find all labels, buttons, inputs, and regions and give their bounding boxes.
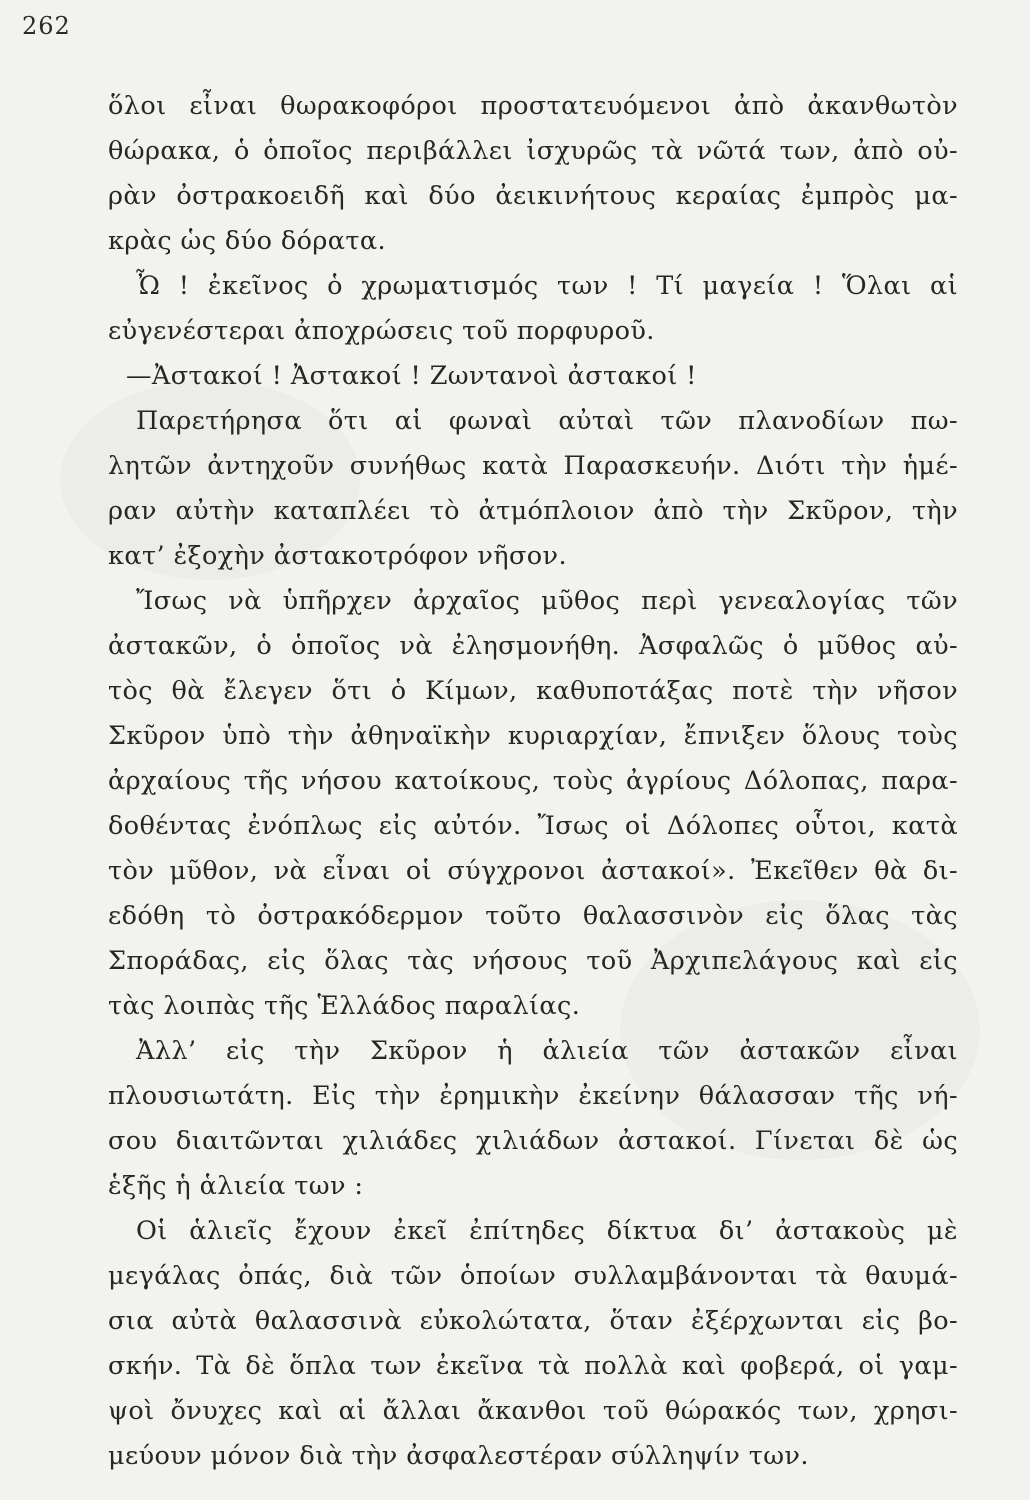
text-line: θώρακα, ὁ ὁποῖος περιβάλλει ἰσχυρῶς τὰ νῶτά των, ἀπὸ οὐ- — [108, 136, 958, 166]
text-line: σκήν. Τὰ δὲ ὅπλα των ἐκεῖνα τὰ πολλὰ καὶ φοβερά, οἱ γαμ- — [108, 1351, 958, 1381]
text-line: μεύουν μόνον διὰ τὴν ἀσφαλεστέραν σύλληψίν των. — [108, 1441, 809, 1471]
text-line: ραν αὐτὴν καταπλέει τὸ ἀτμόπλοιον ἀπὸ τὴν Σκῦρον, τὴν — [108, 496, 958, 526]
page-number: 262 — [22, 12, 71, 40]
text-line: Ἴσως νὰ ὑπῆρχεν ἀρχαῖος μῦθος περὶ γενεαλογίας τῶν — [136, 586, 958, 616]
text-line: σου διαιτῶνται χιλιάδες χιλιάδων ἀστακοί. Γίνεται δὲ ὡς — [108, 1126, 958, 1156]
text-line: δοθέντας ἐνόπλως εἰς αὐτόν. Ἴσως οἱ Δόλοπες οὗτοι, κατὰ — [108, 811, 958, 841]
text-line: κατ’ ἐξοχὴν ἀστακοτρόφον νῆσον. — [108, 541, 567, 571]
text-line: Ἀλλ’ εἰς τὴν Σκῦρον ἡ ἁλιεία τῶν ἀστακῶν εἶναι — [136, 1036, 958, 1066]
text-line: πλουσιωτάτη. Εἰς τὴν ἐρημικὴν ἐκείνην θάλασσαν τῆς νή- — [108, 1081, 958, 1111]
text-line: Σποράδας, εἰς ὅλας τὰς νήσους τοῦ Ἀρχιπελάγους καὶ εἰς — [108, 946, 958, 976]
text-line: Παρετήρησα ὅτι αἱ φωναὶ αὐταὶ τῶν πλανοδίων πω- — [136, 406, 958, 436]
text-line: Οἱ ἁλιεῖς ἔχουν ἐκεῖ ἐπίτηδες δίκτυα δι’ ἀστακοὺς μὲ — [136, 1216, 958, 1246]
text-line: κρὰς ὡς δύο δόρατα. — [108, 226, 386, 256]
text-line: τὰς λοιπὰς τῆς Ἑλλάδος παραλίας. — [108, 991, 581, 1021]
text-line: ψοὶ ὄνυχες καὶ αἱ ἄλλαι ἄκανθοι τοῦ θώρακός των, χρησι- — [108, 1396, 958, 1426]
text-line: μεγάλας ὀπάς, διὰ τῶν ὁποίων συλλαμβάνονται τὰ θαυμά- — [108, 1261, 958, 1291]
text-line: εδόθη τὸ ὀστρακόδερμον τοῦτο θαλασσινὸν εἰς ὅλας τὰς — [108, 901, 958, 931]
text-line: λητῶν ἀντηχοῦν συνήθως κατὰ Παρασκευήν. Διότι τὴν ἡμέ- — [108, 451, 958, 481]
text-line: εὐγενέστεραι ἀποχρώσεις τοῦ πορφυροῦ. — [108, 316, 655, 346]
text-line: ἀστακῶν, ὁ ὁποῖος νὰ ἐλησμονήθη. Ἀσφαλῶς ὁ μῦθος αὐ- — [108, 631, 958, 661]
text-line: τὸς θὰ ἔλεγεν ὅτι ὁ Κίμων, καθυποτάξας ποτὲ τὴν νῆσον — [108, 676, 958, 706]
text-line: ἑξῆς ἡ ἁλιεία των : — [108, 1171, 364, 1201]
text-line: Σκῦρον ὑπὸ τὴν ἀθηναϊκὴν κυριαρχίαν, ἔπνιξεν ὅλους τοὺς — [108, 721, 958, 751]
text-line: τὸν μῦθον, νὰ εἶναι οἱ σύγχρονοι ἀστακοί». Ἐκεῖθεν θὰ δι- — [108, 856, 958, 886]
text-line: Ὦ ! ἐκεῖνος ὁ χρωματισμός των ! Τί μαγεία ! Ὅλαι αἱ — [136, 271, 958, 301]
text-line: —Ἀστακοί ! Ἀστακοί ! Ζωντανοὶ ἀστακοί ! — [126, 361, 697, 391]
text-line: σια αὐτὰ θαλασσινὰ εὐκολώτατα, ὅταν ἐξέρχωνται εἰς βο- — [108, 1306, 958, 1336]
text-line: ρὰν ὀστρακοειδῆ καὶ δύο ἀεικινήτους κεραίας ἐμπρὸς μα- — [108, 181, 958, 211]
text-line: ὅλοι εἶναι θωρακοφόροι προστατευόμενοι ἀπὸ ἀκανθωτὸν — [108, 91, 958, 121]
text-line: ἀρχαίους τῆς νήσου κατοίκους, τοὺς ἀγρίους Δόλοπας, παρα- — [108, 766, 958, 796]
